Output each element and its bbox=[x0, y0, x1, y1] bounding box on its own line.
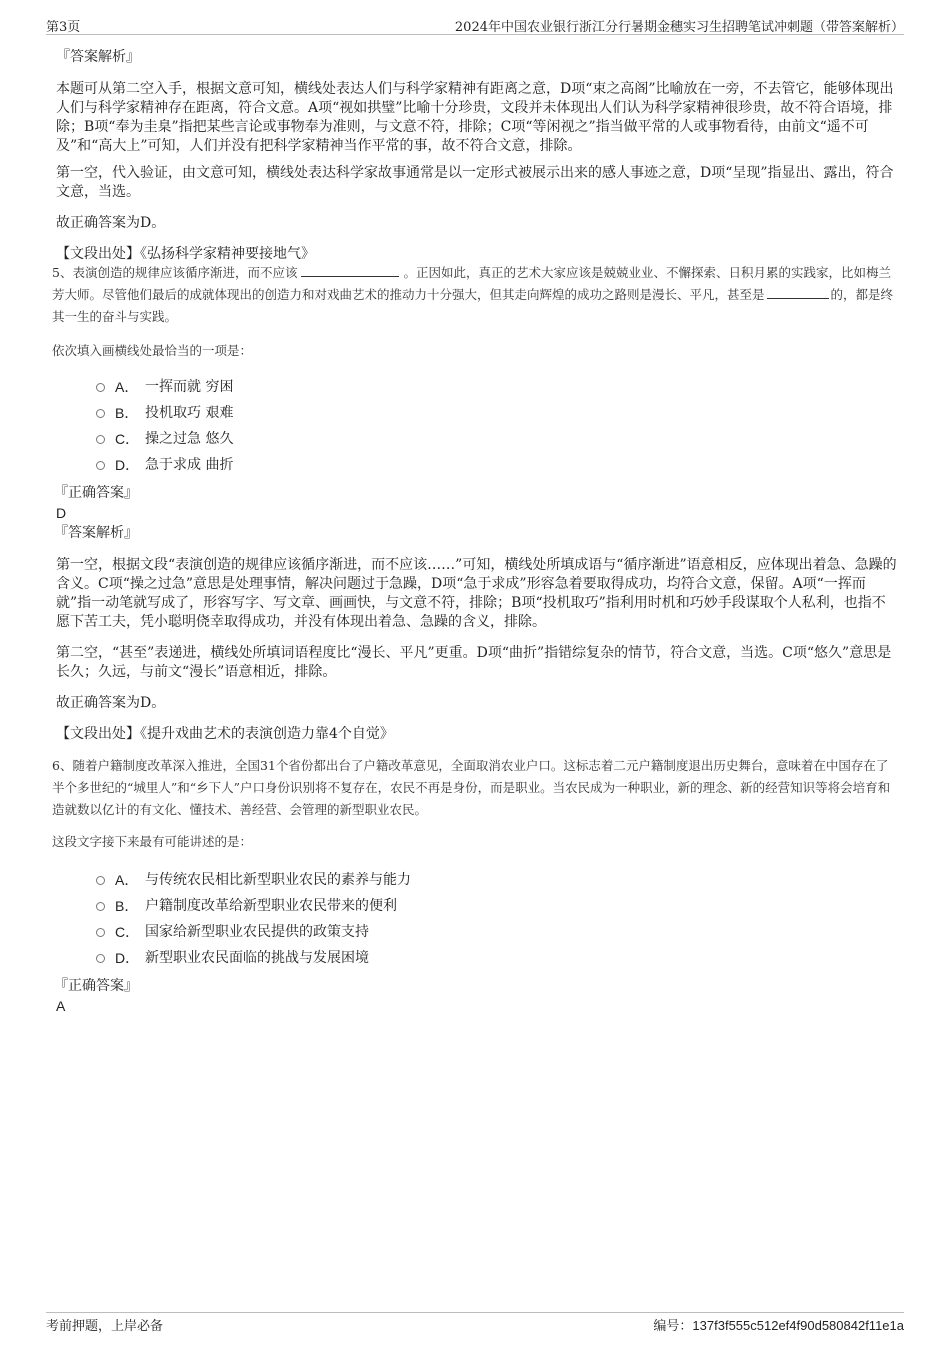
q5-options bbox=[56, 374, 898, 478]
page-footer bbox=[46, 1312, 904, 1335]
page-number: 第3页 bbox=[46, 20, 81, 35]
q4-source: 【文段出处】《弘扬科学家精神要接地气》 bbox=[56, 246, 315, 262]
document-id: 编号：137f3f555c512ef4f90d580842f11e1a bbox=[653, 1318, 904, 1333]
q6-correct-label: 『正确答案』 bbox=[54, 978, 138, 994]
radio-icon[interactable] bbox=[96, 928, 105, 937]
radio-icon[interactable] bbox=[96, 409, 105, 418]
q5-analysis-conclusion: 故正确答案为D。 bbox=[56, 695, 166, 711]
q6-option-b[interactable]: B． 户籍制度改革给新型职业农民带来的便利 bbox=[96, 893, 898, 919]
q6-correct-answer: A bbox=[56, 998, 66, 1014]
q6-stem: 6、随着户籍制度改革深入推进，全国31个省份都出台了户籍改革意见，全面取消农业户口。这标志着二元户籍制度退出历史舞台，意味着在中国存在了半个多世纪的“城里人”和“乡下人”户口身份识别将不复存在，农民不再是身份，而是职业。当农民成为一种职业，新的理念、新的经营知识等将会培育和造就数以亿计的有文化、懂技术、善经营、会管理的新型职业农民。 bbox=[52, 758, 891, 817]
q4-analysis-p2: 第一空，代入验证，由文意可知，横线处表达科学家故事通常是以一定形式被展示出来的感人事迹之意，D项“呈现”指显出、露出，符合文意，当选。 bbox=[56, 165, 894, 200]
q5-source: 【文段出处】《提升戏曲艺术的表演创造力靠4个自觉》 bbox=[56, 726, 394, 742]
document-title: 2024年中国农业银行浙江分行暑期金穗实习生招聘笔试冲刺题（带答案解析） bbox=[454, 20, 904, 35]
q5-blank-1 bbox=[301, 264, 399, 277]
q5-stem: 5、表演创造的规律应该循序渐进，而不应该 。正因如此，真正的艺术大家应该是兢兢业业、不懈探索、日积月累的实践家，比如梅兰芳大师。尽管他们最后的成就体现出的创造力和对戏曲艺术的推动力十分强大，但其走向辉煌的成功之路则是漫长、平凡，甚至是 的，都是终其一生的奋斗与实践。 bbox=[52, 265, 894, 324]
radio-icon[interactable] bbox=[96, 954, 105, 963]
radio-icon[interactable] bbox=[96, 876, 105, 885]
radio-icon[interactable] bbox=[96, 461, 105, 470]
q5-correct-answer: D bbox=[56, 505, 67, 521]
q6-option-d[interactable]: D． 新型职业农民面临的挑战与发展困境 bbox=[96, 945, 898, 971]
q5-analysis-p1: 第一空，根据文段“表演创造的规律应该循序渐进，而不应该……”可知，横线处所填成语与“循序渐进”语意相反，应体现出着急、急躁的含义。C项“操之过急”意思是处理事情，解决问题过于急躁，D项“急于求成”形容急着要取得成功，均符合文意，保留。A项“一挥而就”指一动笔就写成了，形容写字、写文章、画画快，与文意不符，排除；B项“投机取巧”指利用时机和巧妙手段谋取个人私利，也指不愿下苦工夫，凭小聪明侥幸取得成功，并没有体现出着急、急躁的含义，排除。 bbox=[56, 557, 897, 630]
q5-option-a[interactable]: A． 一挥而就 穷困 bbox=[96, 374, 898, 400]
q4-analysis-conclusion: 故正确答案为D。 bbox=[56, 215, 166, 231]
q5-option-d[interactable]: D． 急于求成 曲折 bbox=[96, 452, 898, 478]
radio-icon[interactable] bbox=[96, 435, 105, 444]
q5-analysis-label: 『答案解析』 bbox=[54, 525, 138, 541]
q6-prompt: 这段文字接下来最有可能讲述的是： bbox=[52, 834, 253, 849]
q4-analysis-p1: 本题可从第二空入手，根据文意可知，横线处表达人们与科学家精神有距离之意，D项“束之高阁”比喻放在一旁，不去管它，能够体现出人们与科学家精神存在距离，符合文意。A项“视如拱璧”比喻十分珍贵，文段并未体现出人们认为科学家精神很珍贵，故不符合语境，排除；B项“奉为圭臬”指把某些言论或事物奉为准则，与文意不符，排除；C项“等闲视之”指当做平常的人或事物看待，由前文“遥不可及”和“高大上”可知，人们并没有把科学家精神当作平常的事，故不符合文意，排除。 bbox=[56, 81, 894, 154]
q6-option-c[interactable]: C． 国家给新型职业农民提供的政策支持 bbox=[96, 919, 898, 945]
radio-icon[interactable] bbox=[96, 902, 105, 911]
q6-option-a[interactable]: A． 与传统农民相比新型职业农民的素养与能力 bbox=[96, 867, 898, 893]
q5-blank-2 bbox=[767, 286, 829, 299]
q5-correct-label: 『正确答案』 bbox=[54, 485, 138, 501]
page-content bbox=[52, 46, 898, 1015]
q5-prompt: 依次填入画横线处最恰当的一项是： bbox=[52, 343, 253, 358]
page-header bbox=[46, 14, 904, 35]
radio-icon[interactable] bbox=[96, 383, 105, 392]
q4-analysis-label: 『答案解析』 bbox=[56, 49, 140, 65]
q5-option-b[interactable]: B． 投机取巧 艰难 bbox=[96, 400, 898, 426]
footer-slogan: 考前押题，上岸必备 bbox=[46, 1319, 164, 1334]
q6-options bbox=[56, 867, 898, 971]
q5-option-c[interactable]: C． 操之过急 悠久 bbox=[96, 426, 898, 452]
q5-analysis-p2: 第二空，“甚至”表递进，横线处所填词语程度比“漫长、平凡”更重。D项“曲折”指错综复杂的情节，符合文意，当选。C项“悠久”意思是长久；久远，与前文“漫长”语意相近，排除。 bbox=[56, 645, 892, 680]
